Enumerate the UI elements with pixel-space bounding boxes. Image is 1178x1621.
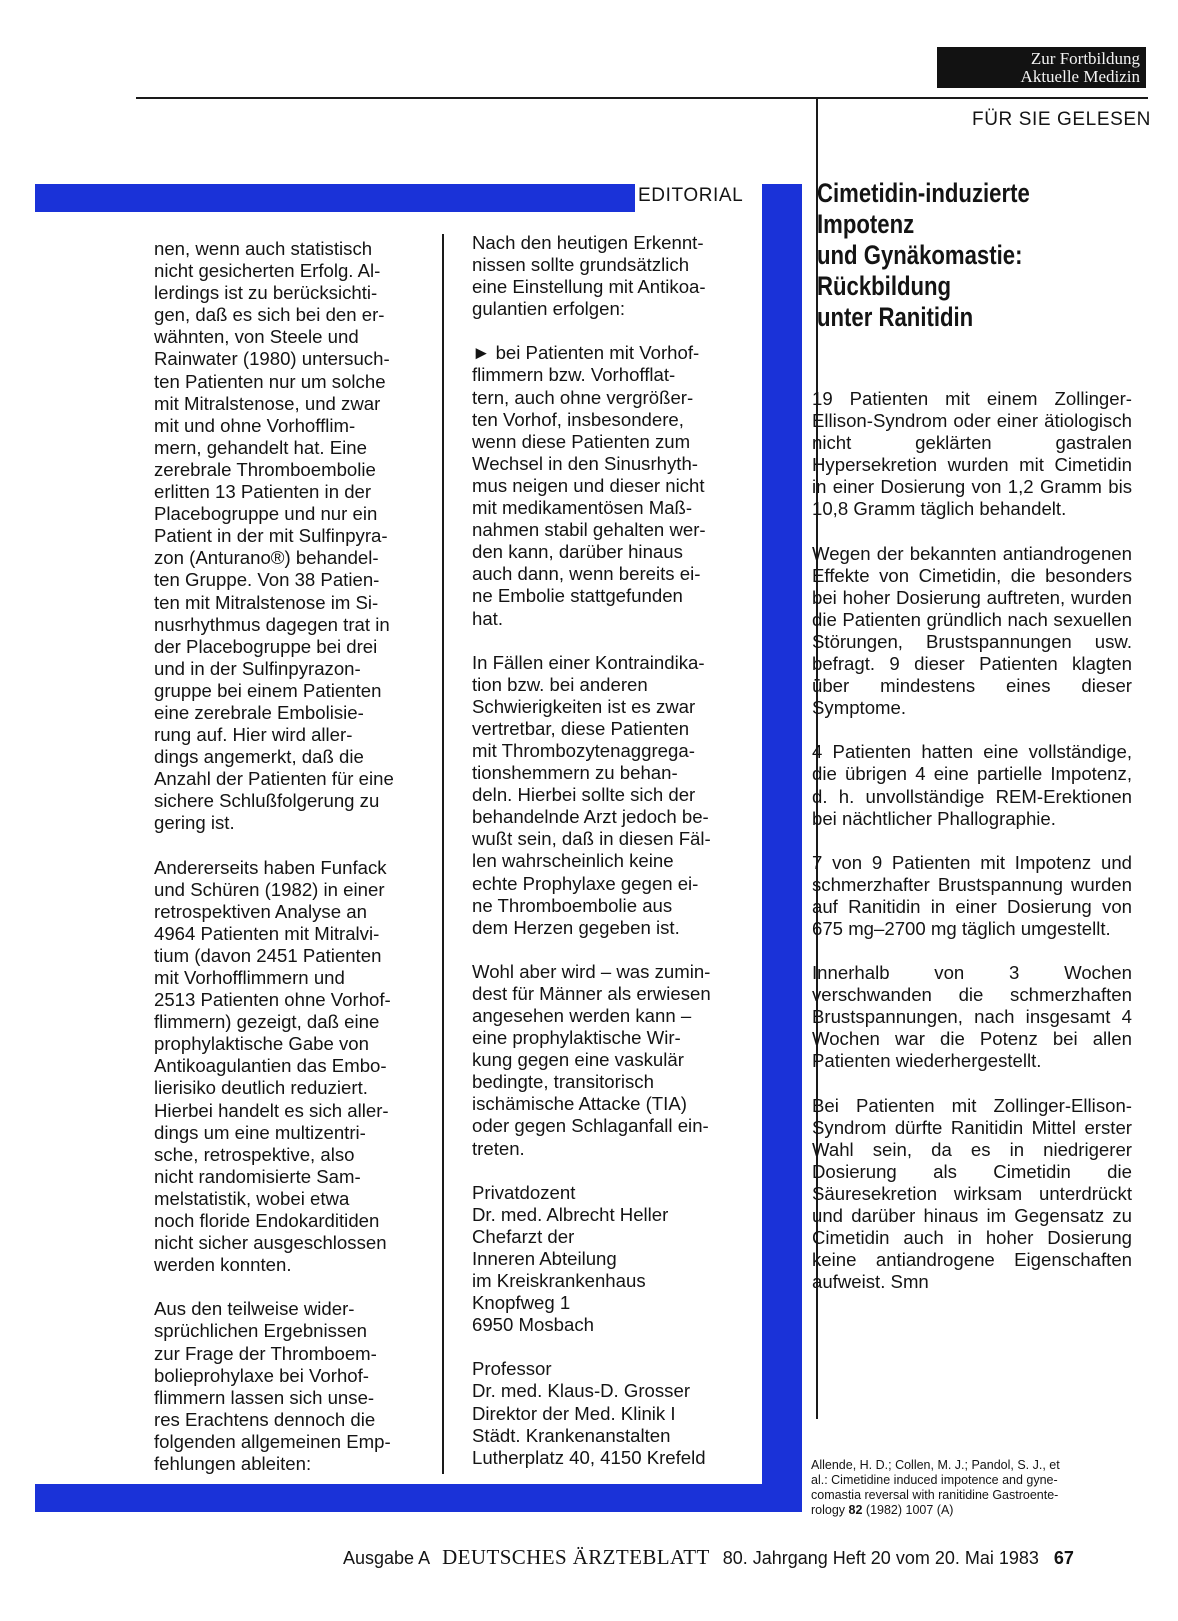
page-number: 67 xyxy=(1053,1548,1074,1568)
review-paragraph: 4 Patienten hatten eine vollständige, die übrigen 4 eine partielle Impotenz, d. h. unvollständige REM-Erektionen bei nächtlicher Phallographie. xyxy=(812,741,1132,829)
review-paragraph: 19 Patienten mit einem Zollinger-Ellison-Syndrom oder einer ätiologisch nicht geklärten gastralen Hypersekretion wurden mit Cimetidin in einer Dosierung von 1,2 Gramm bis 10,8 Gramm täglich behandelt. xyxy=(812,388,1132,520)
review-paragraph: 7 von 9 Patienten mit Impotenz und schmerzhafter Brustspannung wurden auf Ranitidin in einer Dosierung von 675 mg–2700 mg täglich umgestellt. xyxy=(812,851,1132,939)
footer-journal: DEUTSCHES ÄRZTEBLATT xyxy=(442,1545,710,1569)
review-column xyxy=(812,388,1132,1315)
article-headline: Cimetidin-induzierte Impotenz und Gynäkomastie: Rückbildung unter Ranitidin xyxy=(817,178,1030,332)
reference-pages: (1982) 1007 (A) xyxy=(862,1503,954,1517)
rubric-editorial: EDITORIAL xyxy=(638,185,744,206)
editorial-column-divider xyxy=(442,234,444,1474)
editorial-paragraph: Wohl aber wird – was zumin- dest für Männer als erwiesen angesehen werden kann – eine prophylaktische Wir- kung gegen eine vaskulär bedingte, transitorisch ischämische Attacke (TIA) oder gegen Schlaganfall ein- treten. xyxy=(472,960,711,1159)
editorial-paragraph: Andererseits haben Funfack und Schüren (1982) in einer retrospektiven Analyse an 4964 Patienten mit Mitralvi- tium (davon 2451 Patienten mit Vorhofflimmern und 2513 Patienten ohne Vorhof- flimmern) gezeigt, daß eine prophylaktische Gabe von Antikoagulantien das Embo- lierisiko deutlich reduziert. Hierbei handelt es sich aller- dings um eine multizentri- sche, retrospektive, also nicht randomisierte Sam- melstatistik, wobei etwa noch floride Endokarditiden nicht sicher ausgeschlossen werden konnten. xyxy=(154,856,391,1276)
editorial-bullet-paragraph: ► bei Patienten mit Vorhof- flimmern bzw. Vorhofflat- tern, auch ohne vergrößer- ten Vorhof, insbesondere, wenn diese Patienten zum Wechsel in den Sinusrhyth- mus neigen und dieser nicht mit medikamentösen Maß- nahmen stabil gehalten wer- den kann, darüber hinaus auch dann, wenn bereits ei- ne Embolie stattgefunden hat. xyxy=(472,342,706,629)
reference-volume: 82 xyxy=(848,1503,863,1517)
section-badge xyxy=(937,47,1146,88)
footer-issue: 80. Jahrgang Heft 20 vom 20. Mai 1983 xyxy=(722,1548,1039,1568)
editorial-column-1 xyxy=(154,238,434,1497)
section-badge-line1: Zur Fortbildung xyxy=(1030,49,1140,68)
reference-text: Allende, H. D.; Collen, M. J.; Pandol, S. J., et al.: Cimetidine induced impotence and gyne- comastia reversal with ranitidine Gastroente- rology xyxy=(811,1458,1060,1517)
editorial-paragraph: Aus den teilweise wider- sprüchlichen Ergebnissen zur Frage der Thromboem- bolieprohylaxe bei Vorhof- flimmern lassen sich unse- res Erachtens dennoch die folgenden allgemeinen Emp- fehlungen ableiten: xyxy=(154,1298,391,1474)
author-signature-heller: Privatdozent Dr. med. Albrecht Heller Chefarzt der Inneren Abteilung im Kreiskrankenhaus Knopfweg 1 6950 Mosbach xyxy=(472,1181,669,1336)
top-rule xyxy=(136,97,1148,99)
review-paragraph: Bei Patienten mit Zollinger-Ellison-Syndrom dürfte Ranitidin Mittel erster Wahl sein, da es in niedrigerer Dosierung als Cimetidin die Säuresekretion wirksam unterdrückt und darüber hinaus im Gegensatz zu Cimetidin auch in hoher Dosierung keine antiandrogene Eigenschaften aufweist. Smn xyxy=(812,1094,1132,1293)
editorial-frame-top xyxy=(35,184,635,212)
editorial-paragraph: Nach den heutigen Erkennt- nissen sollte grundsätzlich eine Einstellung mit Antikoa- gulantien erfolgen: xyxy=(472,232,706,320)
editorial-paragraph: nen, wenn auch statistisch nicht gesicherten Erfolg. Al- lerdings ist zu berücksichti- gen, daß es sich bei den er- wähnten, von Steele und Rainwater (1980) untersuch- ten Patienten nur um solche mit Mitralstenose, und zwar mit und ohne Vorhofflim- mern, gehandelt hat. Eine zerebrale Thromboembolie erlitten 13 Patienten in der Placebogruppe und nur ein Patient in der mit Sulfinpyra- zon (Anturano®) behandel- ten Gruppe. Von 38 Patien- ten mit Mitralstenose im Si- nusrhythmus dagegen trat in der Placebogruppe bei drei und in der Sulfinpyrazon- gruppe bei einem Patienten eine zerebrale Embolisie- rung auf. Hier wird aller- dings angemerkt, daß die Anzahl der Patienten für eine sichere Schlußfolgerung zu gering ist. xyxy=(154,238,394,834)
footer-edition: Ausgabe A xyxy=(343,1548,430,1568)
page-footer xyxy=(343,1545,1074,1570)
editorial-paragraph: In Fällen einer Kontraindika- tion bzw. bei anderen Schwierigkeiten ist es zwar vertretbar, diese Patienten mit Thrombozytenaggrega- tionshemmern zu behan- deln. Hierbei sollte sich der behandelnde Arzt jedoch be- wußt sein, daß in diesen Fäl- len wahrscheinlich keine echte Prophylaxe gegen ei- ne Thromboembolie aus dem Herzen gegeben ist. xyxy=(472,651,711,938)
review-paragraph: Innerhalb von 3 Wochen verschwanden die schmerzhaften Brustspannungen, nach insgesamt 4 Wochen war die Potenz bei allen Patienten wiederhergestellt. xyxy=(812,962,1132,1072)
literature-reference xyxy=(811,1458,1136,1518)
review-paragraph: Wegen der bekannten antiandrogenen Effekte von Cimetidin, die besonders bei hoher Dosierung auftreten, wurden die Patienten gründlich nach sexuellen Störungen, Brustspannungen usw. befragt. 9 dieser Patienten klagten über mindestens eines dieser Symptome. xyxy=(812,542,1132,719)
editorial-column-2 xyxy=(472,232,752,1491)
section-badge-line2: Aktuelle Medizin xyxy=(1020,67,1140,86)
author-signature-grosser: Professor Dr. med. Klaus-D. Grosser Direktor der Med. Klinik I Städt. Krankenanstalten Lutherplatz 40, 4150 Krefeld xyxy=(472,1358,706,1468)
rubric-fuer-sie-gelesen: FÜR SIE GELESEN xyxy=(972,109,1151,130)
editorial-frame-side xyxy=(762,184,802,1484)
